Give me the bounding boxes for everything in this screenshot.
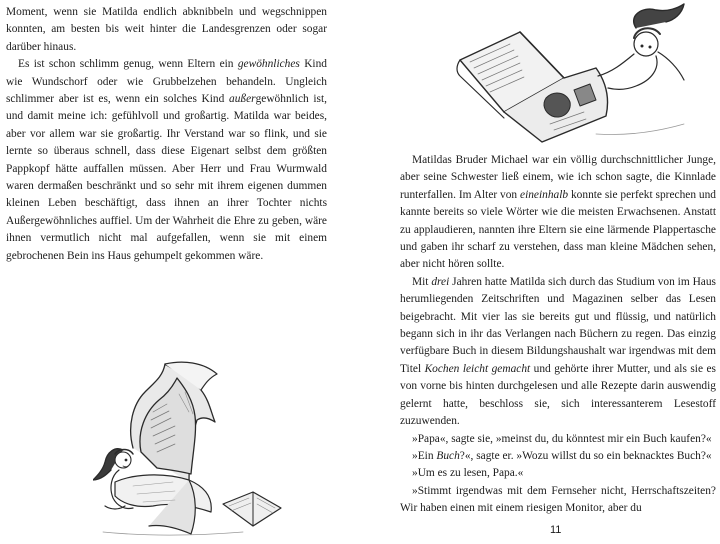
text-segment: »Ein <box>412 449 437 462</box>
paragraph-p7 <box>400 465 716 482</box>
emphasis-text: Buch <box>436 449 460 462</box>
left-text-column <box>6 4 327 265</box>
paragraph-p6 <box>400 448 716 465</box>
right-text-column <box>400 152 716 518</box>
page-number: 11 <box>550 524 562 536</box>
emphasis-text: gewöhnliches <box>237 58 300 71</box>
paragraph-p1 <box>6 4 327 56</box>
emphasis-text: Kochen leicht gemacht <box>424 362 531 375</box>
text-segment: Moment, wenn sie Matilda endlich abknibbeln und wegschnippen konnten, am besten bis weit hinter die Landesgrenzen oder sogar darüber hinaus. <box>6 6 327 53</box>
text-segment: gewöhnlich ist, und damit meine ich: gefühlvoll und großartig. Matilda war beides, aber vor allem war sie großartig. Ihr Verstand war so flink, und sie lernte so überaus schnell, dass diese Eigenart selbst dem größten Pappkopf hätte auffallen müssen. Aber Herr und Frau Wurmwald waren dermaßen beschränkt und so sehr mit ihrem eigenen dummen kleinen Leben beschäftigt, dass ihnen an ihrer Tochter nichts Außergewöhnliches auffiel. Um der Wahrheit die Ehre zu geben, wäre ihnen vermutlich nicht mal aufgefallen, wenn sie mit einem gebrochenen Bein ins Haus gehumpelt gekommen wäre. <box>6 93 327 262</box>
text-segment: »Stimmt irgendwas mit dem Fernseher nicht, Herrschaftszeiten? Wir haben einen mit einem riesigen Monitor, aber du <box>400 484 716 515</box>
right-page <box>360 0 720 544</box>
paragraph-p4 <box>400 274 716 431</box>
paragraph-p2 <box>6 56 327 265</box>
emphasis-text: drei <box>431 275 450 288</box>
emphasis-text: außer <box>229 93 256 106</box>
text-segment: und gehörte ihrer Mutter, und als sie es von vorne bis hinten durchgelesen und alle Rezepte darin auswendig gelernt hatte, beschloss sie, sich interessanterem Lesestoff zuzuwenden. <box>400 362 716 428</box>
text-segment: Matildas Bruder Michael war ein völlig durchschnittlicher Junge, aber seine Schwester ließ einem, wie ich schon sagte, die Kinnlade runterfallen. Im Alter von <box>400 154 716 201</box>
text-segment: ?«, sagte er. »Wozu willst du so ein beknacktes Buch?« <box>459 449 712 462</box>
text-segment: Jahren hatte Matilda sich durch das Studium von im Haus herumliegenden Zeitschriften und Magazinen selber das Lesen beigebracht. Mit vier las sie bereits gut und flüssig, und natürlich begann sich in ihr das Verlangen nach Büchern zu regen. Das einzig verfügbare Buch in diesem Bildungshaushalt war irgendwas mit dem Titel <box>400 275 716 375</box>
illustration-girl-with-newspaper <box>93 356 283 544</box>
text-segment: konnte sie perfekt sprechen und kannte bereits so viele Wörter wie die meisten Erwachsenen. Anstatt zu applaudieren, nannten ihre Eltern sie eine lärmende Plappertasche und gaben ihr scharf zu verstehen, dass man kleine Mädchen sehen, aber nicht hören sollte. <box>400 188 716 271</box>
text-segment: Es ist schon schlimm genug, wenn Eltern ein <box>18 58 238 71</box>
paragraph-p8 <box>400 483 716 518</box>
text-segment: Mit <box>412 275 432 288</box>
illustration-girl-reading-book <box>446 2 686 147</box>
text-segment: »Papa«, sagte sie, »meinst du, du könntest mir ein Buch kaufen?« <box>412 432 712 445</box>
paragraph-p5 <box>400 431 716 448</box>
paragraph-p3 <box>400 152 716 274</box>
text-segment: Kind wie Wundschorf oder wie Grubbelzehen behandeln. Ungleich schlimmer aber ist es, wenn ein solches Kind <box>6 58 327 106</box>
emphasis-text: eineinhalb <box>520 188 569 201</box>
text-segment: »Um es zu lesen, Papa.« <box>412 467 524 480</box>
